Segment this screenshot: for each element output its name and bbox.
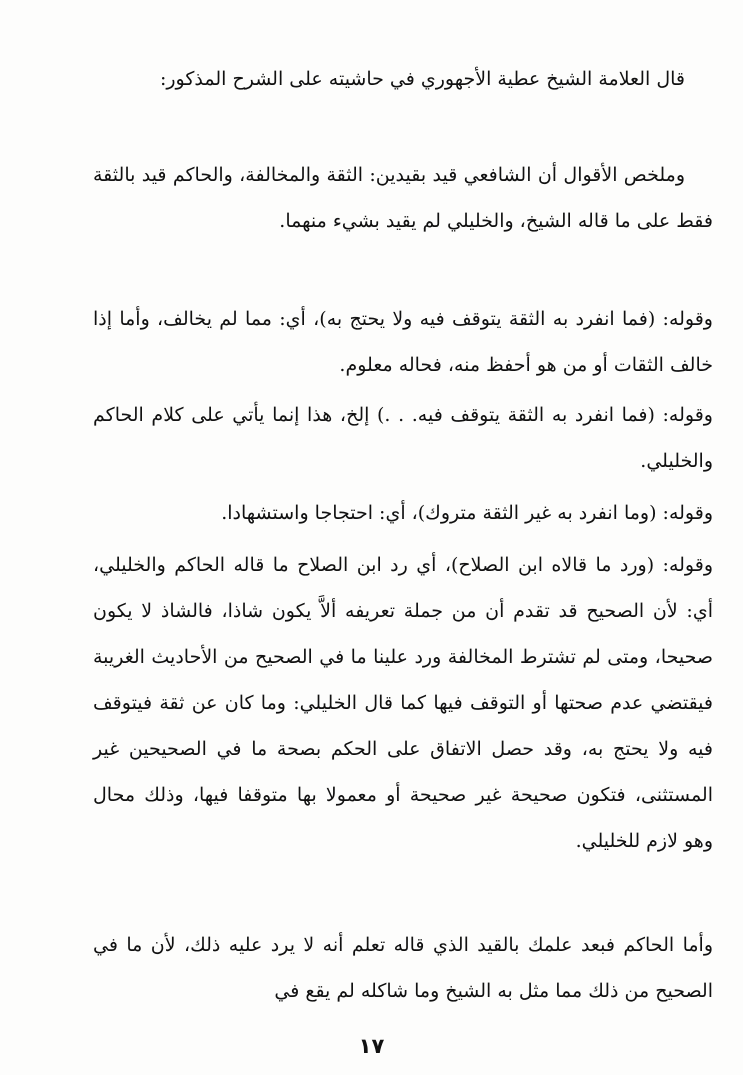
page-number: ١٧ xyxy=(358,1034,385,1058)
paragraph-text: وأما الحاكم فبعد علمك بالقيد الذي قاله تعلم أنه لا يرد عليه ذلك، لأن ما في الصحيح من ذلك مما مثل به الشيخ وما شاكله لم يقع في xyxy=(93,934,713,1002)
paragraph-1 xyxy=(93,56,713,102)
paragraph-2 xyxy=(93,152,713,244)
paragraph-6 xyxy=(93,542,713,864)
paragraph-text: وقوله: (فما انفرد به الثقة يتوقف فيه. . .) إلخ، هذا إنما يأتي على كلام الحاكم والخليلي. xyxy=(93,404,713,472)
paragraph-4 xyxy=(93,392,713,484)
paragraph-text: وقوله: (وما انفرد به غير الثقة متروك)، أي: احتجاجا واستشهادا. xyxy=(221,502,713,524)
paragraph-7 xyxy=(93,922,713,1014)
paragraph-text: وقوله: (فما انفرد به الثقة يتوقف فيه ولا يحتج به)، أي: مما لم يخالف، وأما إذا خالف الثقات أو من هو أحفظ منه، فحاله معلوم. xyxy=(93,308,713,376)
paragraph-3 xyxy=(93,296,713,388)
paragraph-text: قال العلامة الشيخ عطية الأجهوري في حاشيته على الشرح المذكور: xyxy=(159,68,685,90)
paragraph-text: وملخص الأقوال أن الشافعي قيد بقيدين: الثقة والمخالفة، والحاكم قيد بالثقة فقط على ما قاله الشيخ، والخليلي لم يقيد بشيء منهما. xyxy=(93,164,713,232)
paragraph-text: وقوله: (ورد ما قالاه ابن الصلاح)، أي رد ابن الصلاح ما قاله الحاكم والخليلي، أي: لأن الصحيح قد تقدم أن من جملة تعريفه ألاَّ يكون شاذا، فالشاذ لا يكون صحيحا، ومتى لم تشترط المخالفة ورد علينا ما في الصحيح من الأحاديث الغريبة فيقتضي عدم صحتها أو التوقف فيها كما قال الخليلي: وما كان عن ثقة فيتوقف فيه ولا يحتج به، وقد حصل الاتفاق على الحكم بصحة ما في الصحيحين غير المستثنى، فتكون صحيحة غير صحيحة أو معمولا بها متوقفا فيها، وذلك محال وهو لازم للخليلي. xyxy=(93,554,713,852)
paragraph-5 xyxy=(93,490,713,536)
